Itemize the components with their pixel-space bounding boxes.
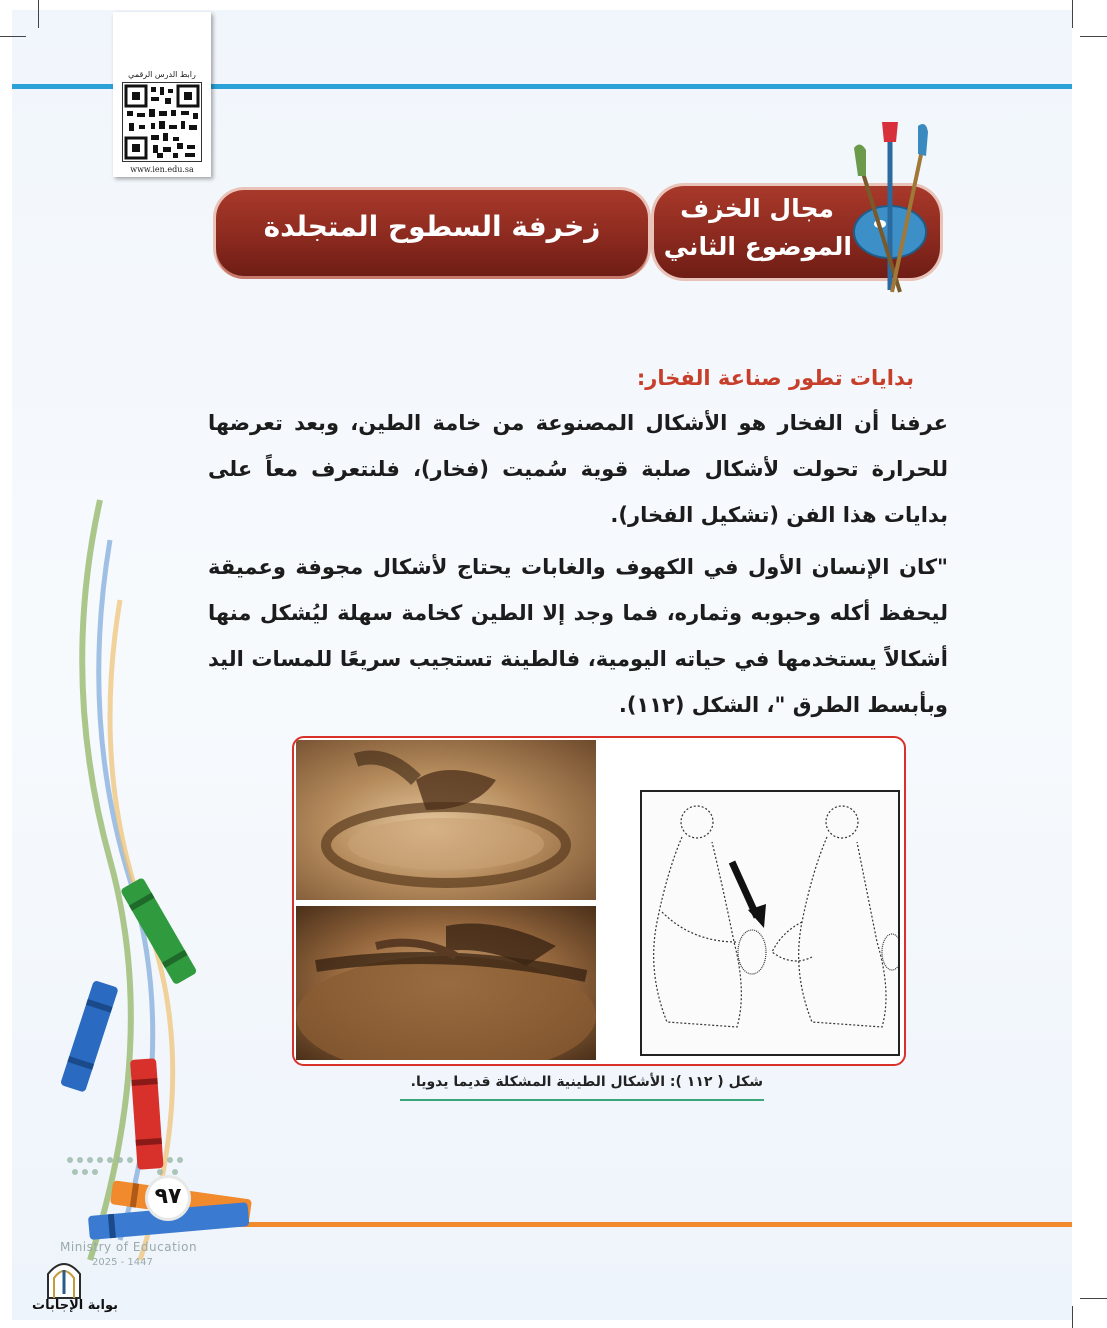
ministry-name: Ministry of Education xyxy=(60,1240,198,1254)
paint-palette-icon xyxy=(842,120,952,295)
figure-caption: شكل ( ١١٢ ): الأشكال الطينية المشكلة قديما يدويا. xyxy=(410,1074,763,1090)
qr-title: رابط الدرس الرقمي xyxy=(128,70,196,79)
crop-mark xyxy=(1072,0,1073,28)
page-number: ٩٧ xyxy=(154,1184,182,1209)
crop-mark xyxy=(1072,1306,1073,1328)
qr-card[interactable] xyxy=(113,12,211,177)
ministry-year: 2025 - 1447 xyxy=(92,1257,153,1268)
lesson-title-banner xyxy=(216,190,648,276)
crayons-decoration xyxy=(50,480,290,1280)
figure-frame xyxy=(292,736,906,1066)
bottom-rule xyxy=(200,1222,1072,1227)
page-number-badge xyxy=(148,1178,188,1218)
lesson-title: زخرفة السطوح المتجلدة xyxy=(263,210,601,243)
crop-mark xyxy=(38,0,39,28)
topic-title: الموضوع الثاني xyxy=(663,232,852,261)
crop-mark xyxy=(1080,36,1107,37)
paragraph-quote: "كان الإنسان الأول في الكهوف والغابات يحتاج لأشكال مجوفة وعميقة ليحفظ أكله وحبوبه وثماره، فما وجد إلا الطين كخامة سهلة ليُشكل منها أشكالاً يستخدمها في حياته اليومية، فالطينة تستجيب سريعًا للمسات اليد وبأبسط الطرق "، الشكل (١١٢). xyxy=(208,555,948,717)
pottery-photo-shaping xyxy=(296,740,596,900)
caption-underline xyxy=(400,1099,764,1101)
portal-logo-icon[interactable] xyxy=(44,1256,84,1300)
portal-name[interactable]: بوابة الإجابات xyxy=(32,1298,118,1313)
qr-code-icon[interactable] xyxy=(122,82,202,162)
crop-mark xyxy=(1080,1298,1107,1299)
crop-mark xyxy=(0,36,26,37)
paragraph-intro: عرفنا أن الفخار هو الأشكال المصنوعة من خامة الطين، وبعد تعرضها للحرارة تحولت لأشكال صلبة قوية سُميت (فخار)، فلنتعرف معاً على بدايات هذا الفن (تشكيل الفخار). xyxy=(208,411,948,527)
field-title: مجال الخزف xyxy=(680,194,834,223)
section-heading: بدايات تطور صناعة الفخار: xyxy=(636,366,914,390)
prehistoric-potter-sketch xyxy=(640,790,900,1056)
pottery-photo-finishing xyxy=(296,906,596,1060)
qr-url[interactable]: www.ien.edu.sa xyxy=(130,165,194,174)
